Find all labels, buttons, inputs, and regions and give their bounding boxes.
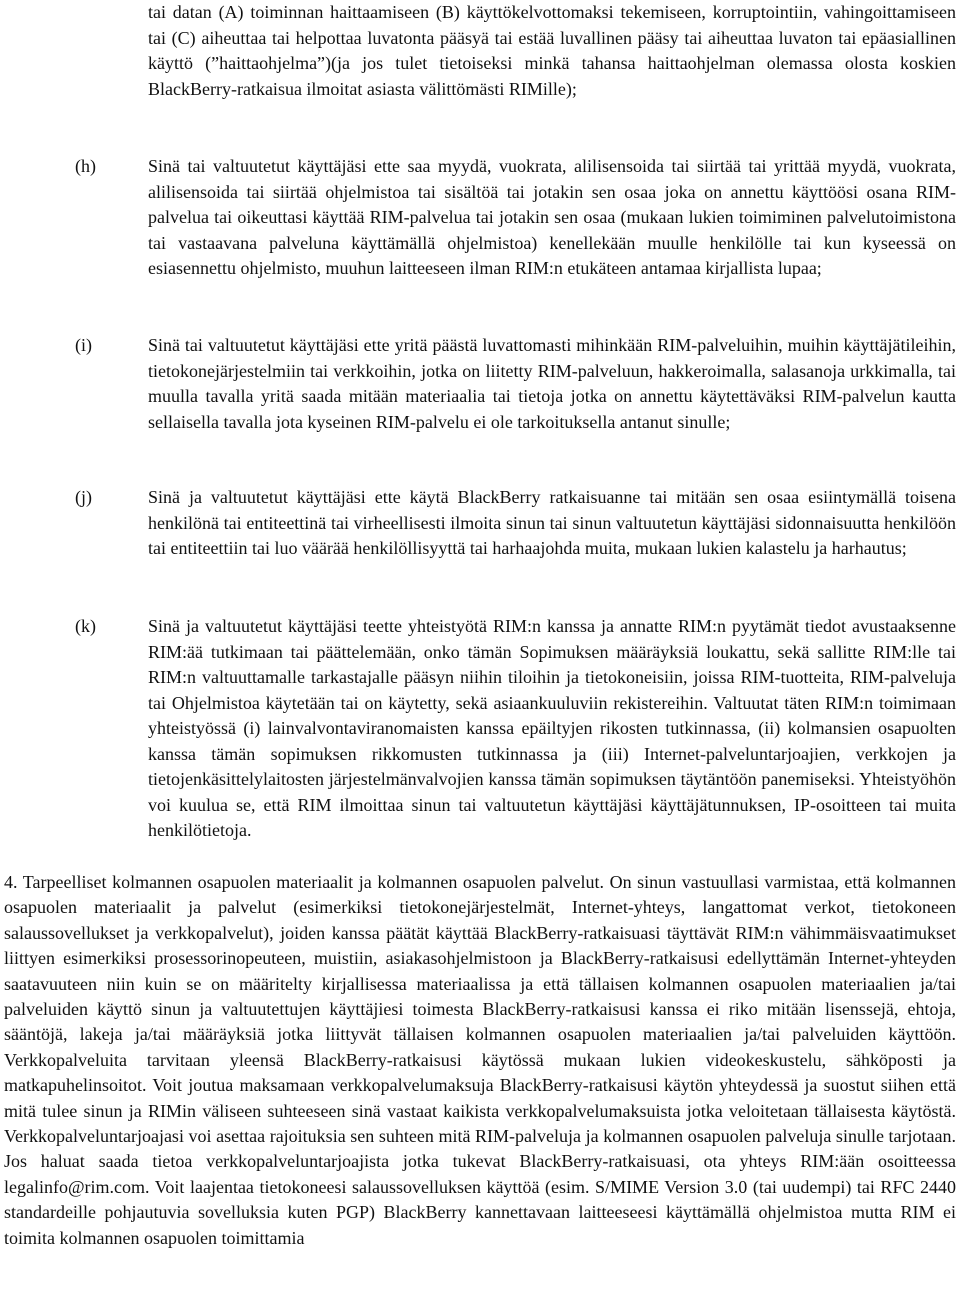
item-label: (i): [75, 335, 92, 355]
continuation-paragraph: tai datan (A) toiminnan haittaamiseen (B) käyttökelvottomaksi tekemiseen, korruptointiin, vahingoittamiseen tai (C) aiheuttaa tai helpottaa luvatonta pääsyä tai estää luvallinen pääsy tai aiheuttaa luvaton tai epäasiallinen käyttö (”haittaohjelma”)(ja jos tulet tietoiseksi minkä tahansa haittaohjelman olemassa olosta koskien BlackBerry-ratkaisua ilmoitat asiasta välittömästi RIMille);: [148, 2, 956, 99]
item-text: Sinä ja valtuutetut käyttäjäsi ette käytä BlackBerry ratkaisuanne tai mitään sen osaa esiintymällä toisena henkilönä tai entiteettinä tai virheellisesti ilmoita sinun tai sinun valtuutetun käyttäjäsi sidonnaisuutta henkilöön tai entiteettiin tai luo väärää henkilöllisyyttä tai harhaajohda muita, mukaan lukien kalastelu ja harhautus;: [148, 487, 956, 558]
item-label: (h): [75, 156, 96, 176]
item-label: (j): [75, 487, 92, 507]
item-text: Sinä ja valtuutetut käyttäjäsi teette yhteistyötä RIM:n kanssa ja annatte RIM:n pyytämät tiedot avustaaksenne RIM:ää tutkimaan tai päättelemään, onko tämän Sopimuksen määräyksiä loukattu, sekä sallitte RIM:lle tai RIM:n valtuuttamalle tarkastajalle pääsyn niihin tiloihin ja tietokoneisiin, joissa RIM-tuotteita, RIM-palveluja tai Ohjelmistoa käytetään tai on käytetty, sekä asiaankuuluviin rekistereihin. Valtuutat täten RIM:n toimimaan yhteistyössä (i) lainvalvontaviranomaisten kanssa epäiltyjen rikosten tutkinnassa, (ii) kolmansien osapuolten kanssa tämän sopimuksen rikkomusten tutkinnassa ja (iii) Internet-palveluntarjoajien, verkkojen ja tietojenkäsittelylaitosten järjestelmänvalvojien kanssa tämän sopimuksen täytäntöön panemiseksi. Yhteistyöhön voi kuulua se, että RIM ilmoittaa sinun tai valtuutetun käyttäjäsi käyttäjätunnuksen, IP-osoitteen tai muita henkilötietoja.: [148, 616, 956, 840]
item-text: Sinä tai valtuutetut käyttäjäsi ette yritä päästä luvattomasti mihinkään RIM-palveluihin, muihin käyttäjätileihin, tietokonejärjestelmiin tai verkkoihin, jotka on liitetty RIM-palveluun, hakkeroimalla, salasanoja urkkimalla, tai muulla tavalla yritä saada mitään materiaalia tai tietoja jotka on annettu käytettäväksi RIM-palvelun kautta sellaisella tavalla jota kyseinen RIM-palvelu ei ole tarkoituksella antanut sinulle;: [148, 335, 956, 432]
section-4-paragraph: 4. Tarpeelliset kolmannen osapuolen materiaalit ja kolmannen osapuolen palvelut. On sinun vastuullasi varmistaa, että kolmannen osapuolen materiaalit ja palvelut (esimerkiksi tietokonejärjestelmät, Internet-yhteys, langattomat verkot, tietokoneen salaussovellukset ja verkkopalvelut), joiden kanssa päätät käyttää BlackBerry-ratkaisuasi täyttävät RIM:n vähimmäisvaatimukset liittyen esimerkiksi prosessorinopeuteen, muistiin, asiakasohjelmistoon ja BlackBerry-ratkaisusi edellyttämän Internet-yhteyden saatavuuteen niin kuin se on määritelty kirjallisessa materiaalissa ja että tällaisen kolmannen osapuolen materiaalien ja/tai palveluiden käyttö sinun ja valtuutettujen käyttäjiesi toimesta BlackBerry-ratkaisusi kanssa ei riko mitään lisenssejä, ehtoja, sääntöjä, lakeja ja/tai määräyksiä jotka liittyvät tällaisen kolmannen osapuolen materiaalien ja/tai palveluiden käyttöön. Verkkopalveluita tarvitaan yleensä BlackBerry-ratkaisusi käytössä mukaan lukien videokeskustelu, sähköposti ja matkapuhelinsoitot. Voit joutua maksamaan verkkopalvelumaksuja BlackBerry-ratkaisusi käytön yhteydessä ja suostut siihen että mitä tulee sinun ja RIMin väliseen suhteeseen sinä vastaat kaikista verkkopalvelumaksuista jotka veloitetaan tällaisesta käytöstä. Verkkopalveluntarjoajasi voi asettaa rajoituksia sen suhteen mitä RIM-palveluja ja kolmannen osapuolen palveluja sinulle tarjotaan. Jos haluat saada tietoa verkkopalveluntarjoajista jotka tukevat BlackBerry-ratkaisuasi, ota yhteys RIM:ään osoitteessa legalinfo@rim.com. Voit laajentaa tietokoneesi salaussovelluksen käyttöä (esim. S/MIME Version 3.0 (tai uudempi) tai RFC 2440 standardeille pohjautuvia sovelluksia kuten PGP) BlackBerry kannettavaan laitteeseesi käyttämällä ohjelmistoa mutta RIM ei toimita kolmannen osapuolen toimittamia: [4, 872, 956, 1248]
item-label: (k): [75, 616, 96, 636]
item-text: Sinä tai valtuutetut käyttäjäsi ette saa myydä, vuokrata, alilisensoida tai siirtää tai yrittää myydä, vuokrata, alilisensoida tai siirtää ohjelmistoa tai sisältöä tai jotakin sen osaa joka on annettu käyttöösi osana RIM-palvelua tai oikeuttasi käyttää RIM-palvelua tai jotakin sen osaa (mukaan lukien toimiminen palvelutoimistona tai vastaavana palveluna käyttämällä ohjelmistoa) kenellekään muulle henkilölle tai kun kyseessä on esiasennettu ohjelmisto, muuhun laitteeseen ilman RIM:n etukäteen antamaa kirjallista lupaa;: [148, 156, 956, 278]
